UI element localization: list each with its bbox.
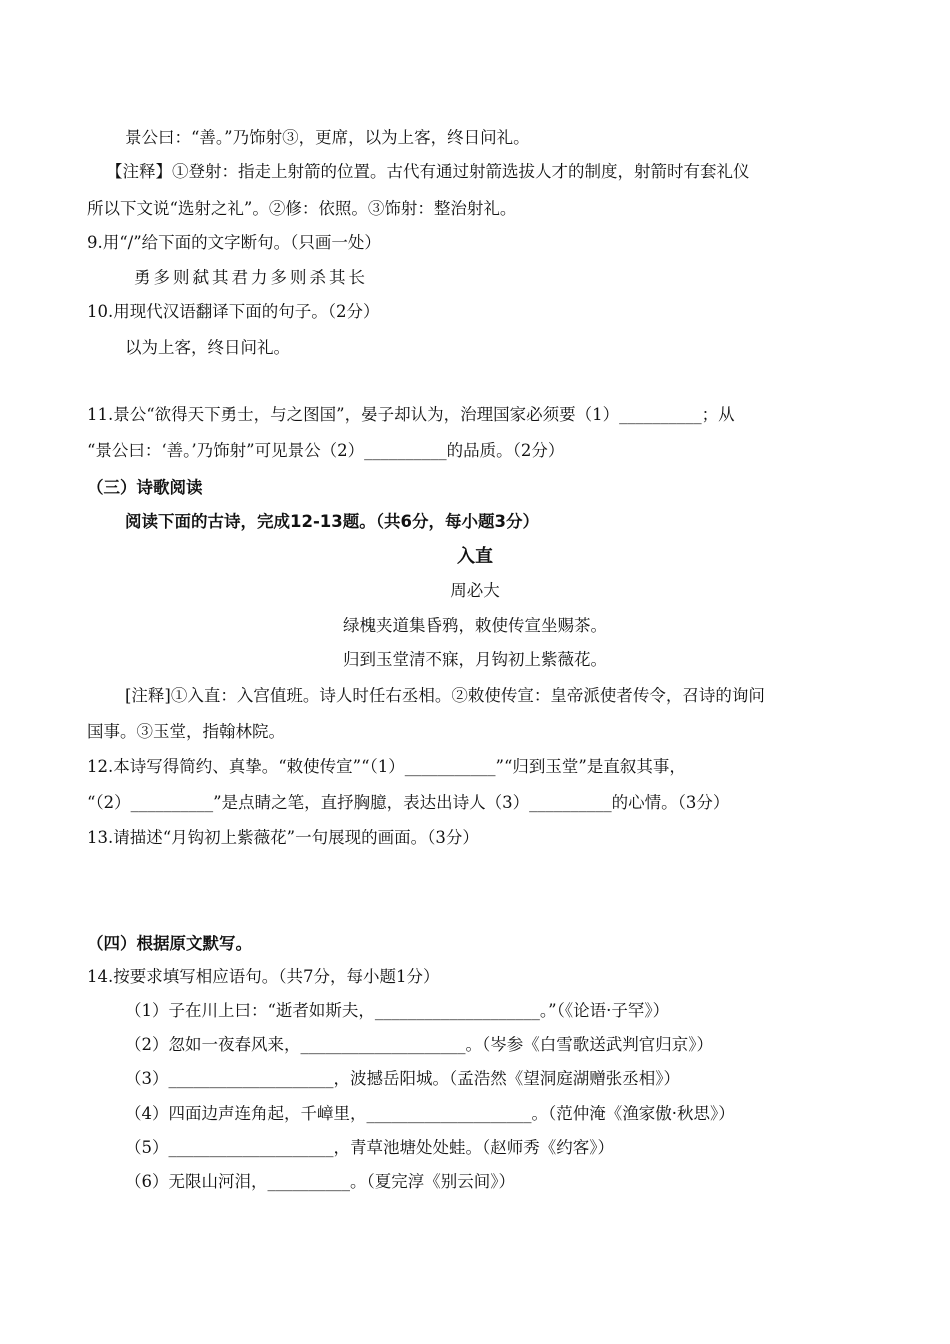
poem-note-line-1: [注释]①入直：入宫值班。诗人时任右丞相。②敕使传宣：皇帝派使者传令，召诗的询问	[125, 686, 765, 705]
poem-title: 入直	[457, 546, 493, 567]
section-3-instruction: 阅读下面的古诗，完成12-13题。（共6分，每小题3分）	[125, 512, 539, 531]
question-9-prompt: 9.用“/”给下面的文字断句。（只画一处）	[87, 233, 381, 252]
question-13-prompt: 13.请描述“月钩初上紫薇花”一句展现的画面。（3分）	[87, 828, 479, 847]
question-14-prompt: 14.按要求填写相应语句。（共7分，每小题1分）	[87, 967, 440, 986]
section-4-heading: （四）根据原文默写。	[87, 934, 252, 953]
passage-quote-line: 景公曰：“善。”乃饰射③，更席，以为上客，终日问礼。	[125, 128, 530, 147]
passage-note-line-1: 【注释】①登射：指走上射箭的位置。古代有通过射箭选拔人才的制度，射箭时有套礼仪	[106, 162, 750, 181]
dictation-item: （3）____________________，波撼岳阳城。（孟浩然《望洞庭湖赠张丞相》）	[125, 1069, 680, 1088]
question-11-line-2: “景公曰：‘善。’乃饰射”可见景公（2）__________的品质。（2分）	[87, 441, 565, 460]
dictation-item: （6）无限山河泪，__________。（夏完淳《别云间》）	[125, 1172, 515, 1191]
poem-author: 周必大	[450, 581, 500, 600]
dictation-item: （5）____________________，青草池塘处处蛙。（赵师秀《约客》）	[125, 1138, 614, 1157]
poem-line-2: 归到玉堂清不寐，月钩初上紫薇花。	[343, 650, 607, 669]
dictation-item: （2）忽如一夜春风来，____________________。（岑参《白雪歌送武判官归京》）	[125, 1035, 713, 1054]
dictation-item: （1）子在川上曰：“逝者如斯夫，____________________。”（《论语·子罕》）	[125, 1001, 670, 1020]
question-10-text: 以为上客，终日问礼。	[125, 338, 290, 357]
question-12-line-1: 12.本诗写得简约、真挚。“敕使传宣”“（1）___________”“归到玉堂”是直叙其事，	[87, 757, 686, 776]
poem-line-1: 绿槐夹道集昏鸦，敕使传宣坐赐茶。	[343, 616, 607, 635]
question-10-prompt: 10.用现代汉语翻译下面的句子。（2分）	[87, 302, 380, 321]
question-9-text: 勇多则弑其君力多则杀其长	[134, 268, 368, 287]
dictation-item: （4）四面边声连角起，千嶂里，____________________。（范仲淹《渔家傲·秋思》）	[125, 1104, 735, 1123]
passage-note-line-2: 所以下文说“选射之礼”。②修：依照。③饰射：整治射礼。	[87, 199, 517, 218]
section-3-heading: （三）诗歌阅读	[87, 478, 203, 497]
poem-note-line-2: 国事。③玉堂，指翰林院。	[87, 722, 285, 741]
question-12-line-2: “（2）__________”是点睛之笔，直抒胸臆，表达出诗人（3）__________的心情。（3分）	[87, 793, 730, 812]
question-11-line-1: 11.景公“欲得天下勇士，与之图国”，晏子却认为，治理国家必须要（1）__________；从	[87, 405, 735, 424]
